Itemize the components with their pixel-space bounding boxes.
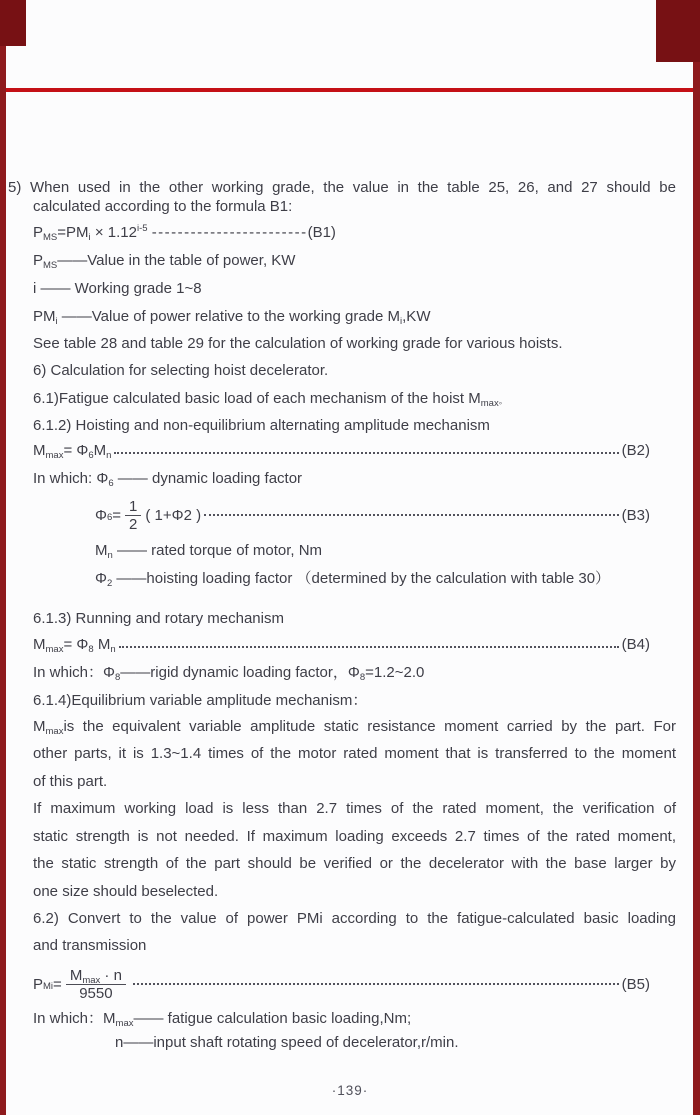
section-6-1-3-heading: 6.1.3) Running and rotary mechanism: [33, 610, 284, 627]
paragraph-2-line1: If maximum working load is less than 2.7 times of the rated moment, the verification of: [33, 800, 676, 817]
mmax-definition: In which：$M_{max}——$ fatigue calculation basic loading,Nm;: [33, 1010, 412, 1029]
section-6-2-line2: and transmission: [33, 937, 147, 954]
section-6-1-4-heading: 6.1.4)Equilibrium variable amplitude mechanism：: [33, 692, 368, 709]
formula-b2-tag: (B2): [621, 442, 650, 459]
section-5-line2: calculated according to the formula B1:: [33, 198, 293, 215]
formula-b5: [33, 963, 650, 1005]
page-body: [0, 178, 700, 1052]
i-definition: i —— Working grade 1~8: [33, 280, 202, 297]
paragraph-1-line3: of this part.: [33, 773, 108, 790]
paragraph-1-line1: $M_{max}is$ the equivalent variable amplitude static resistance moment carried by the part. For: [33, 718, 676, 737]
phi6-definition: In which: $\Phi_6$ —— dynamic loading factor: [33, 470, 303, 489]
dotted-leader: [204, 514, 619, 516]
formula-b3: [95, 496, 650, 534]
right-edge-red-bar: [693, 0, 700, 1115]
section-6-1-2-heading: 6.1.2) Hoisting and non-equilibrium alternating amplitude mechanism: [33, 417, 490, 434]
paragraph-2-line2: static strength is not needed. If maximum loading exceeds 2.7 times of the rated moment,: [33, 828, 676, 845]
section-5-line1: 5) When used in the other working grade, the value in the table 25, 26, and 27 should be: [8, 179, 676, 196]
red-horizontal-rule: [0, 88, 700, 92]
formula-b2-body: $M_{max}= \Phi_6M_n$: [33, 442, 112, 461]
top-left-red-corner: [0, 0, 26, 46]
formula-b5-body: P $_{Mi}$ = $\frac{M_{max} \cdot n}{9550}$: [33, 967, 130, 1002]
mn-definition: $M_n$ —— rated torque of motor, Nm: [95, 542, 323, 561]
formula-b4-body: $M_{max}= \Phi_8$ $M_n$: [33, 636, 116, 655]
formula-b3-tag: (B3): [621, 506, 650, 524]
pmi-definition: $PM_i$ ——Value of power relative to the working grade $M_i,KW$: [33, 308, 431, 327]
dotted-leader: [119, 646, 619, 648]
page-number: ·139·: [331, 1083, 369, 1098]
formula-b5-tag: (B5): [621, 975, 650, 993]
top-right-red-corner: [656, 0, 700, 62]
see-tables-note: See table 28 and table 29 for the calculation of working grade for various hoists.: [33, 335, 563, 352]
pms-definition: $P_{MS}——Value$ in the table of power, KW: [33, 252, 296, 271]
paragraph-2-line4: one size should beselected.: [33, 883, 219, 900]
dotted-leader: [133, 983, 619, 985]
formula-b3-body: Φ $_6$ = $\frac{1}{2}$ ( 1+Φ2 ): [95, 497, 202, 533]
formula-b4-tag: (B4): [621, 636, 650, 653]
formula-b4: [33, 635, 650, 654]
section-6-heading: 6) Calculation for selecting hoist decelerator.: [33, 362, 329, 379]
section-6-2-line1: 6.2) Convert to the value of power PMi according to the fatigue-calculated basic loading: [33, 910, 676, 927]
left-edge-red-bar: [0, 0, 6, 1115]
dotted-leader: [114, 452, 618, 454]
phi2-definition: $\Phi_2$ ——hoisting loading factor （determined by the calculation with table 30）: [95, 570, 611, 589]
n-definition: n——input shaft rotating speed of decelerator,r/min.: [115, 1034, 459, 1051]
phi8-definition: In which：$\Phi_8——rigid$ dynamic loading factor，$\Phi_8=1.2\sim 2.0$: [33, 664, 425, 683]
formula-b2: [33, 441, 650, 460]
section-6-1-heading: 6.1)Fatigue calculated basic load of each mechanism of the hoist $M_{max◦}$: [33, 390, 503, 409]
formula-b1: $P_{MS}=PM_i \times 1.12^{i-5}$ ------------------------(B1): [33, 223, 336, 243]
paragraph-2-line3: the static strength of the part should be verified or the decelerator with the base larger by: [33, 855, 676, 872]
paragraph-1-line2: other parts, it is 1.3~1.4 times of the motor rated moment that is transferred to the moment: [33, 745, 676, 762]
